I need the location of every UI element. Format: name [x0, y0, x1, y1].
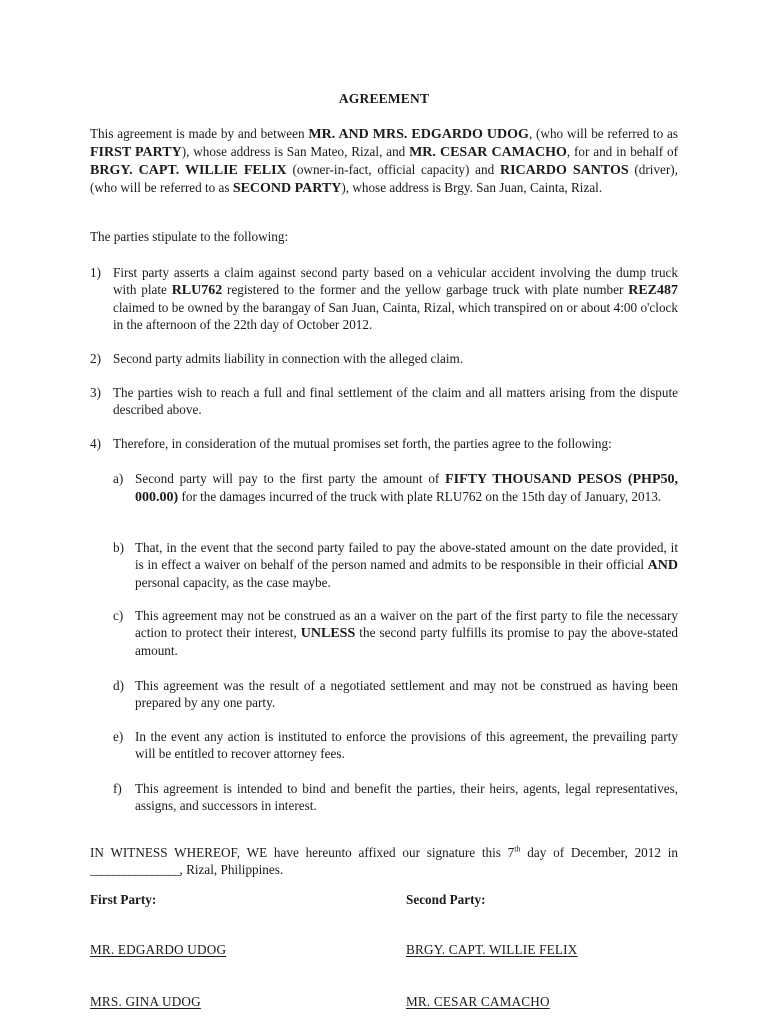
subclause-text-part: personal capacity, as the case maybe.: [135, 575, 331, 590]
subclause-a: [113, 470, 678, 506]
second-party-representative: MR. CESAR CAMACHO: [409, 145, 567, 160]
signatory-cesar-camacho: MR. CESAR CAMACHO: [406, 994, 550, 1009]
subclause-text-part: the second party fulfills its promise to pay the above-stated amount.: [135, 625, 678, 658]
emphasis-and: AND: [647, 558, 678, 573]
second-party-heading: Second Party:: [406, 892, 486, 907]
intro-text: ), whose address is San Mateo, Rizal, and: [181, 144, 410, 159]
subclause-text-part: Second party will pay to the first party the amount of: [135, 471, 446, 486]
subclause-c: [113, 607, 678, 659]
subclause-e: [113, 728, 678, 762]
subclause-letter: a): [113, 471, 124, 486]
subclause-text-part: That, in the event that the second party failed to pay the above-stated amount on the date provided, it is in effect a waiver on behalf of the person named and admits to be responsible in their official: [135, 540, 678, 572]
barangay-captain: BRGY. CAPT. WILLIE FELIX: [90, 163, 287, 178]
witness-text: IN WITNESS WHEREOF, WE have hereunto affixed our signature this 7: [90, 845, 515, 861]
witness-text: , Rizal, Philippines.: [179, 862, 284, 878]
clause-number: 3): [90, 385, 101, 400]
subclause-text: [135, 539, 678, 591]
clause-number: 4): [90, 436, 101, 451]
subclause-letter: e): [113, 729, 124, 744]
emphasis-unless: UNLESS: [300, 626, 356, 641]
first-party-names: MR. AND MRS. EDGARDO UDOG: [308, 127, 529, 142]
subclause-letter: c): [113, 608, 124, 623]
stipulation-line: The parties stipulate to the following:: [90, 229, 289, 244]
ordinal-suffix: th: [514, 844, 521, 854]
clause-number: 2): [90, 351, 101, 366]
signatory-edgardo-udog: MR. EDGARDO UDOG: [90, 942, 227, 957]
clause-number: 1): [90, 265, 101, 280]
subclause-text-part: This agreement may not be construed as an a waiver on the part of the first party to file the necessary action to protect their interest,: [135, 608, 678, 640]
subclause-b: [113, 539, 678, 591]
plate-number: RLU762: [171, 283, 223, 298]
signatory-gina-udog: MRS. GINA UDOG: [90, 994, 201, 1009]
intro-text: This agreement is made by and between: [90, 126, 309, 141]
clause-4: [90, 435, 678, 452]
subclause-letter: d): [113, 678, 124, 693]
clause-3: [90, 384, 678, 418]
first-party-heading: First Party:: [90, 892, 157, 907]
witness-clause: [90, 844, 678, 878]
first-party-label: FIRST PARTY: [90, 145, 182, 160]
subclause-text: This agreement was the result of a negotiated settlement and may not be construed as having been prepared by any one party.: [135, 678, 678, 710]
intro-text: (owner-in-fact, official capacity) and: [286, 162, 500, 177]
settlement-amount: FIFTY THOUSAND PESOS (PHP50, 000.00): [135, 472, 678, 505]
subclause-text: [135, 470, 678, 506]
subclause-text: In the event any action is instituted to enforce the provisions of this agreement, the prevailing party will be entitled to recover attorney fees.: [135, 729, 678, 761]
intro-paragraph: [90, 125, 678, 197]
clause-text: Therefore, in consideration of the mutual promises set forth, the parties agree to the following:: [113, 436, 612, 451]
witness-text: day of December, 2012 in: [520, 845, 678, 861]
second-party-label: SECOND PARTY: [232, 181, 342, 196]
intro-text: , (who will be referred to as: [528, 126, 678, 141]
clause-text-part: claimed to be owned by the barangay of San Juan, Cainta, Rizal, which transpired on or about 4:00 o'clock in the afternoon of the 22th day of October 2012.: [113, 300, 678, 332]
clause-text: The parties wish to reach a full and final settlement of the claim and all matters arising from the dispute described above.: [113, 385, 678, 417]
clause-text-part: registered to the former and the yellow garbage truck with plate number: [222, 282, 629, 297]
clause-text: [113, 264, 678, 333]
subclause-text: This agreement is intended to bind and benefit the parties, their heirs, agents, legal representatives, assigns, and successors in interest.: [135, 781, 678, 813]
clause-1: [90, 264, 678, 333]
driver-name: RICARDO SANTOS: [499, 163, 629, 178]
intro-text: (driver), (who will be referred to as: [90, 162, 678, 195]
plate-number: REZ487: [628, 283, 678, 298]
location-blank: ________________: [90, 862, 180, 878]
subclause-d: [113, 677, 678, 711]
subclause-letter: b): [113, 540, 124, 555]
subclause-letter: f): [113, 781, 122, 796]
subclause-text: [135, 607, 678, 659]
clause-2: [90, 350, 678, 367]
intro-text: ), whose address is Brgy. San Juan, Cainta, Rizal.: [341, 180, 603, 195]
clause-text-part: First party asserts a claim against second party based on a vehicular accident involving the dump truck with plate: [113, 265, 678, 297]
signatory-willie-felix: BRGY. CAPT. WILLIE FELIX: [406, 942, 578, 957]
intro-text: , for and in behalf of: [566, 144, 678, 159]
subclause-f: [113, 780, 678, 814]
subclause-text-part: for the damages incurred of the truck with plate RLU762 on the 15th day of January, 2013.: [178, 489, 662, 504]
document-title: AGREEMENT: [338, 91, 430, 106]
clause-text: Second party admits liability in connection with the alleged claim.: [113, 351, 464, 366]
